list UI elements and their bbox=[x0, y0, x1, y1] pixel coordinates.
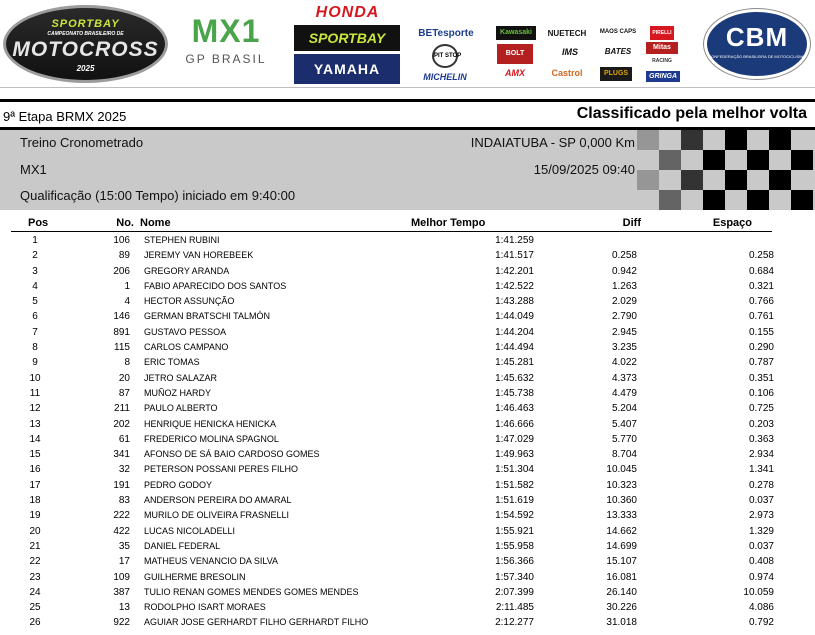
gap-to-leader: 13.333 bbox=[606, 510, 637, 522]
checkered-flag-graphic bbox=[637, 130, 815, 210]
result-position: 23 bbox=[29, 571, 41, 583]
rider-number: 387 bbox=[113, 586, 130, 598]
rider-number: 1 bbox=[124, 280, 130, 292]
gap-to-leader: 2.945 bbox=[611, 326, 637, 338]
logo-motocross-text: MOTOCROSS bbox=[12, 38, 159, 61]
table-row bbox=[0, 600, 815, 615]
table-row bbox=[0, 539, 815, 554]
table-row bbox=[0, 570, 815, 585]
gap-to-previous: 0.408 bbox=[748, 556, 774, 568]
rider-number: 87 bbox=[118, 387, 130, 399]
result-position: 7 bbox=[32, 326, 38, 338]
flag-square bbox=[703, 190, 725, 210]
flag-square bbox=[703, 150, 725, 170]
rider-number: 8 bbox=[124, 357, 130, 369]
best-lap-time: 1:41.517 bbox=[495, 250, 534, 262]
table-row bbox=[0, 615, 815, 630]
gap-to-leader: 3.235 bbox=[611, 342, 637, 354]
rider-name: PEDRO GODOY bbox=[144, 479, 213, 490]
gap-to-leader: 5.770 bbox=[611, 433, 637, 445]
gap-to-leader: 2.029 bbox=[611, 296, 637, 308]
michelin-logo: MICHELIN bbox=[423, 72, 467, 82]
sportbay-logo: SPORTBAY bbox=[294, 25, 400, 51]
gap-to-previous: 0.725 bbox=[748, 403, 774, 415]
pit-stop-logo: PIT STOP bbox=[432, 44, 458, 68]
result-position: 6 bbox=[32, 311, 38, 323]
results-table-header bbox=[0, 217, 815, 231]
brazilian-motocross-championship-logo bbox=[3, 5, 168, 83]
flag-square bbox=[637, 130, 659, 150]
table-row bbox=[0, 264, 815, 279]
gap-to-leader: 26.140 bbox=[606, 586, 637, 598]
table-row bbox=[0, 294, 815, 309]
result-position: 20 bbox=[29, 525, 41, 537]
best-lap-time: 1:45.281 bbox=[495, 357, 534, 369]
result-position: 3 bbox=[32, 265, 38, 277]
flag-square bbox=[769, 170, 791, 190]
gap-to-leader: 14.699 bbox=[606, 540, 637, 552]
result-position: 2 bbox=[32, 250, 38, 262]
table-row bbox=[0, 508, 815, 523]
flag-square bbox=[725, 170, 747, 190]
rider-number: 422 bbox=[113, 525, 130, 537]
gap-to-previous: 0.787 bbox=[748, 357, 774, 369]
table-row bbox=[0, 432, 815, 447]
table-row bbox=[0, 417, 815, 432]
rider-name: PETERSON POSSANI PERES FILHO bbox=[144, 464, 299, 475]
amx-logo: AMX bbox=[505, 68, 525, 78]
best-lap-time: 1:51.582 bbox=[495, 479, 534, 491]
column-header-pos: Pos bbox=[28, 217, 49, 229]
gap-to-leader: 15.107 bbox=[606, 556, 637, 568]
flag-square bbox=[637, 170, 659, 190]
rider-name: JEREMY VAN HOREBEEK bbox=[144, 250, 254, 261]
table-row bbox=[0, 248, 815, 263]
result-position: 11 bbox=[29, 387, 41, 399]
rider-name: RODOLPHO ISART MORAES bbox=[144, 602, 266, 613]
result-position: 19 bbox=[29, 510, 41, 522]
red-badge-logo: PIRELLI bbox=[650, 26, 674, 40]
gringa-logo: GRINGA bbox=[646, 71, 680, 82]
gap-to-previous: 0.792 bbox=[748, 617, 774, 629]
table-row bbox=[0, 309, 815, 324]
table-row bbox=[0, 355, 815, 370]
rider-number: 211 bbox=[114, 403, 130, 415]
gap-to-previous: 2.973 bbox=[748, 510, 774, 522]
table-row bbox=[0, 233, 815, 248]
gap-to-leader: 10.360 bbox=[606, 495, 637, 507]
rider-name: ERIC TOMAS bbox=[144, 357, 200, 368]
result-position: 9 bbox=[32, 357, 38, 369]
gap-to-previous: 0.766 bbox=[748, 296, 774, 308]
table-row bbox=[0, 325, 815, 340]
flag-square bbox=[681, 130, 703, 150]
classification-title: Classificado pela melhor volta bbox=[576, 105, 807, 122]
gap-to-previous: 0.761 bbox=[748, 311, 774, 323]
best-lap-time: 1:46.666 bbox=[495, 418, 534, 430]
table-row bbox=[0, 493, 815, 508]
best-lap-time: 1:55.921 bbox=[495, 525, 534, 537]
result-position: 1 bbox=[32, 235, 38, 246]
racing-badge-logo: RACING bbox=[652, 58, 672, 64]
flag-square bbox=[791, 150, 813, 170]
result-position: 4 bbox=[32, 280, 38, 292]
bolt-logo: BOLT bbox=[497, 44, 533, 64]
best-lap-time: 1:45.738 bbox=[495, 387, 534, 399]
best-lap-time: 1:49.963 bbox=[495, 449, 534, 461]
best-lap-time: 1:51.304 bbox=[495, 464, 534, 476]
gap-to-previous: 0.363 bbox=[748, 433, 774, 445]
header-divider bbox=[0, 99, 815, 102]
rider-name: FABIO APARECIDO DOS SANTOS bbox=[144, 280, 287, 291]
gap-to-previous: 2.934 bbox=[748, 449, 774, 461]
table-header-rule bbox=[11, 231, 772, 232]
flag-square bbox=[791, 190, 813, 210]
event-title: 9ª Etapa BRMX 2025 bbox=[3, 109, 127, 124]
column-header-best-time: Melhor Tempo bbox=[411, 217, 486, 229]
rider-name: CARLOS CAMPANO bbox=[144, 342, 229, 353]
rider-name: TULIO RENAN GOMES MENDES GOMES MENDES bbox=[144, 586, 359, 597]
gap-to-previous: 0.106 bbox=[748, 387, 774, 399]
result-position: 22 bbox=[29, 556, 41, 568]
logo-year-text: 2025 bbox=[76, 64, 95, 73]
best-lap-time: 1:42.201 bbox=[495, 265, 534, 277]
gap-to-previous: 0.037 bbox=[748, 540, 774, 552]
best-lap-time: 1:56.366 bbox=[495, 556, 534, 568]
rider-number: 922 bbox=[113, 617, 130, 629]
gap-to-previous: 0.974 bbox=[748, 571, 774, 583]
gap-to-previous: 0.155 bbox=[748, 326, 774, 338]
gap-to-leader: 4.022 bbox=[611, 357, 637, 369]
best-lap-time: 1:46.463 bbox=[495, 403, 534, 415]
gap-to-previous: 0.203 bbox=[748, 418, 774, 430]
flag-square bbox=[747, 190, 769, 210]
gap-to-previous: 0.037 bbox=[748, 495, 774, 507]
rider-name: GUILHERME BRESOLIN bbox=[144, 571, 246, 582]
rider-number: 4 bbox=[124, 296, 130, 308]
result-position: 15 bbox=[29, 449, 41, 461]
best-lap-time: 2:07.399 bbox=[495, 586, 534, 598]
result-position: 17 bbox=[29, 479, 41, 491]
rider-number: 109 bbox=[113, 571, 130, 583]
rider-number: 106 bbox=[113, 235, 130, 246]
gap-to-leader: 8.704 bbox=[611, 449, 637, 461]
rider-name: HENRIQUE HENICKA HENICKA bbox=[144, 418, 277, 429]
gap-to-leader: 0.942 bbox=[611, 265, 637, 277]
rider-number: 83 bbox=[118, 495, 130, 507]
session-datetime: 15/09/2025 09:40 bbox=[533, 162, 635, 177]
flag-square bbox=[659, 190, 681, 210]
flag-square bbox=[681, 170, 703, 190]
cbm-logo-subtitle: CONFEDERAÇÃO BRASILEIRA DE MOTOCICLISMO bbox=[708, 54, 806, 59]
rider-number: 89 bbox=[118, 250, 130, 262]
result-position: 24 bbox=[29, 586, 41, 598]
rider-number: 891 bbox=[113, 326, 130, 338]
gap-to-previous: 1.341 bbox=[748, 464, 774, 476]
rider-name: GREGORY ARANDA bbox=[144, 265, 230, 276]
best-lap-time: 1:44.204 bbox=[495, 326, 534, 338]
category-name: MX1 bbox=[20, 162, 47, 177]
best-lap-time: 2:11.485 bbox=[495, 602, 534, 614]
best-lap-time: 1:51.619 bbox=[495, 495, 534, 507]
table-row bbox=[0, 585, 815, 600]
rider-number: 146 bbox=[113, 311, 130, 323]
gap-to-previous: 0.290 bbox=[748, 342, 774, 354]
mitas-logo: Mitas bbox=[646, 42, 678, 54]
flag-square bbox=[659, 150, 681, 170]
rider-number: 17 bbox=[118, 556, 130, 568]
qualifying-info: Qualificação (15:00 Tempo) iniciado em 9:40:00 bbox=[20, 188, 296, 203]
rider-name: JETRO SALAZAR bbox=[144, 372, 218, 383]
rider-name: GERMAN BRATSCHI TALMÓN bbox=[144, 311, 271, 322]
gap-to-leader: 5.204 bbox=[611, 403, 637, 415]
gap-to-leader: 1.263 bbox=[611, 280, 637, 292]
bates-logo: BATES bbox=[604, 47, 632, 56]
sponsor-banner bbox=[0, 0, 815, 88]
result-position: 14 bbox=[29, 433, 41, 445]
column-header-diff: Diff bbox=[622, 217, 641, 229]
mx1-logo-text: MX1 bbox=[191, 13, 261, 49]
maos-caps-logo: MAOS CAPS bbox=[599, 29, 637, 35]
gp-brasil-logo-text: GP BRASIL bbox=[185, 52, 267, 66]
gap-to-previous: 0.684 bbox=[748, 265, 774, 277]
result-position: 12 bbox=[29, 403, 41, 415]
rider-name: FREDERICO MOLINA SPAGNOL bbox=[144, 433, 279, 444]
table-row bbox=[0, 478, 815, 493]
result-position: 10 bbox=[29, 372, 41, 384]
plugs-logo: PLUGS bbox=[600, 67, 632, 81]
logo-championship-text: CAMPEONATO BRASILEIRO DE bbox=[47, 31, 124, 37]
ims-logo: IMS bbox=[561, 47, 578, 57]
rider-number: 61 bbox=[118, 433, 130, 445]
rider-number: 206 bbox=[113, 265, 130, 277]
table-row bbox=[0, 462, 815, 477]
column-header-gap: Espaço bbox=[712, 217, 752, 229]
flag-square bbox=[747, 150, 769, 170]
best-lap-time: 1:44.049 bbox=[495, 311, 534, 323]
rider-name: AGUIAR JOSE GERHARDT FILHO GERHARDT FILHO bbox=[144, 617, 369, 628]
best-lap-time: 1:47.029 bbox=[495, 433, 534, 445]
mx1-gp-brasil-logo bbox=[176, 14, 276, 74]
gap-to-leader: 10.323 bbox=[606, 479, 637, 491]
table-row bbox=[0, 401, 815, 416]
track-location: INDAIATUBA - SP 0,000 Km bbox=[470, 135, 635, 150]
cbm-logo-text: CBM bbox=[725, 22, 789, 52]
table-row bbox=[0, 554, 815, 569]
result-position: 26 bbox=[29, 617, 41, 629]
rider-name: MUÑOZ HARDY bbox=[144, 387, 211, 398]
rider-name: ANDERSON PEREIRA DO AMARAL bbox=[144, 495, 292, 506]
table-row bbox=[0, 371, 815, 386]
gap-to-leader: 5.407 bbox=[611, 418, 637, 430]
cbm-logo bbox=[704, 9, 810, 79]
gap-to-leader: 16.081 bbox=[606, 571, 637, 583]
table-row bbox=[0, 340, 815, 355]
gap-to-previous: 0.321 bbox=[748, 280, 774, 292]
gap-to-leader: 0.258 bbox=[611, 250, 637, 262]
rider-number: 222 bbox=[113, 510, 130, 522]
rider-number: 20 bbox=[118, 372, 130, 384]
rider-name: HECTOR ASSUNÇÃO bbox=[144, 296, 235, 307]
result-position: 8 bbox=[32, 342, 38, 354]
honda-logo: HONDA bbox=[315, 4, 380, 21]
table-row bbox=[0, 447, 815, 462]
table-row bbox=[0, 386, 815, 401]
yamaha-logo: YAMAHA bbox=[294, 54, 400, 84]
rider-name: LUCAS NICOLADELLI bbox=[144, 525, 236, 536]
rider-name: PAULO ALBERTO bbox=[144, 403, 218, 414]
session-name: Treino Cronometrado bbox=[20, 135, 144, 150]
rider-number: 191 bbox=[113, 479, 130, 491]
rider-name: STEPHEN RUBINI bbox=[144, 235, 220, 245]
rider-number: 13 bbox=[118, 602, 130, 614]
gap-to-leader: 10.045 bbox=[606, 464, 637, 476]
rider-number: 35 bbox=[118, 540, 130, 552]
gap-to-previous: 10.059 bbox=[743, 586, 774, 598]
column-header-name: Nome bbox=[140, 217, 171, 229]
result-position: 25 bbox=[29, 602, 41, 614]
kawasaki-logo: Kawasaki bbox=[496, 26, 536, 40]
best-lap-time: 1:44.494 bbox=[495, 342, 534, 354]
rider-name: DANIEL FEDERAL bbox=[144, 540, 221, 551]
result-position: 16 bbox=[29, 464, 41, 476]
best-lap-time: 1:45.632 bbox=[495, 372, 534, 384]
rider-number: 32 bbox=[118, 464, 130, 476]
result-position: 21 bbox=[29, 540, 41, 552]
gap-to-leader: 14.662 bbox=[606, 525, 637, 537]
column-header-number: No. bbox=[116, 217, 134, 229]
gap-to-previous: 4.086 bbox=[748, 602, 774, 614]
gap-to-leader: 2.790 bbox=[611, 311, 637, 323]
result-position: 5 bbox=[32, 296, 38, 308]
betesporte-logo: BETesporte bbox=[418, 28, 474, 39]
flag-square bbox=[725, 130, 747, 150]
result-position: 18 bbox=[29, 495, 41, 507]
best-lap-time: 1:42.522 bbox=[495, 280, 534, 292]
gap-to-leader: 30.226 bbox=[606, 602, 637, 614]
gap-to-leader: 4.479 bbox=[611, 387, 637, 399]
gap-to-previous: 0.351 bbox=[748, 372, 774, 384]
gap-to-leader: 4.373 bbox=[611, 372, 637, 384]
rider-number: 341 bbox=[113, 449, 130, 461]
best-lap-time: 1:55.958 bbox=[495, 540, 534, 552]
rider-number: 115 bbox=[114, 342, 130, 354]
results-table-body bbox=[0, 233, 815, 631]
result-position: 13 bbox=[29, 418, 41, 430]
best-lap-time: 1:43.288 bbox=[495, 296, 534, 308]
best-lap-time: 2:12.277 bbox=[495, 617, 534, 629]
rider-name: MATHEUS VENANCIO DA SILVA bbox=[144, 556, 279, 567]
best-lap-time: 1:57.340 bbox=[495, 571, 534, 583]
nuetech-logo: NUETECH bbox=[547, 29, 587, 38]
gap-to-previous: 0.258 bbox=[748, 250, 774, 262]
best-lap-time: 1:54.592 bbox=[495, 510, 534, 522]
gap-to-previous: 0.278 bbox=[748, 479, 774, 491]
rider-number: 202 bbox=[113, 418, 130, 430]
rider-name: MURILO DE OLIVEIRA FRASNELLI bbox=[144, 510, 290, 521]
table-row bbox=[0, 279, 815, 294]
table-row bbox=[0, 524, 815, 539]
rider-name: AFONSO DE SÁ BAIO CARDOSO GOMES bbox=[144, 449, 320, 460]
gap-to-previous: 1.329 bbox=[748, 525, 774, 537]
flag-square bbox=[769, 130, 791, 150]
logo-sportbay-text: SPORTBAY bbox=[51, 18, 120, 30]
rider-name: GUSTAVO PESSOA bbox=[144, 326, 227, 337]
gap-to-leader: 31.018 bbox=[606, 617, 637, 629]
castrol-logo: Castrol bbox=[551, 68, 583, 78]
best-lap-time: 1:41.259 bbox=[495, 235, 534, 246]
